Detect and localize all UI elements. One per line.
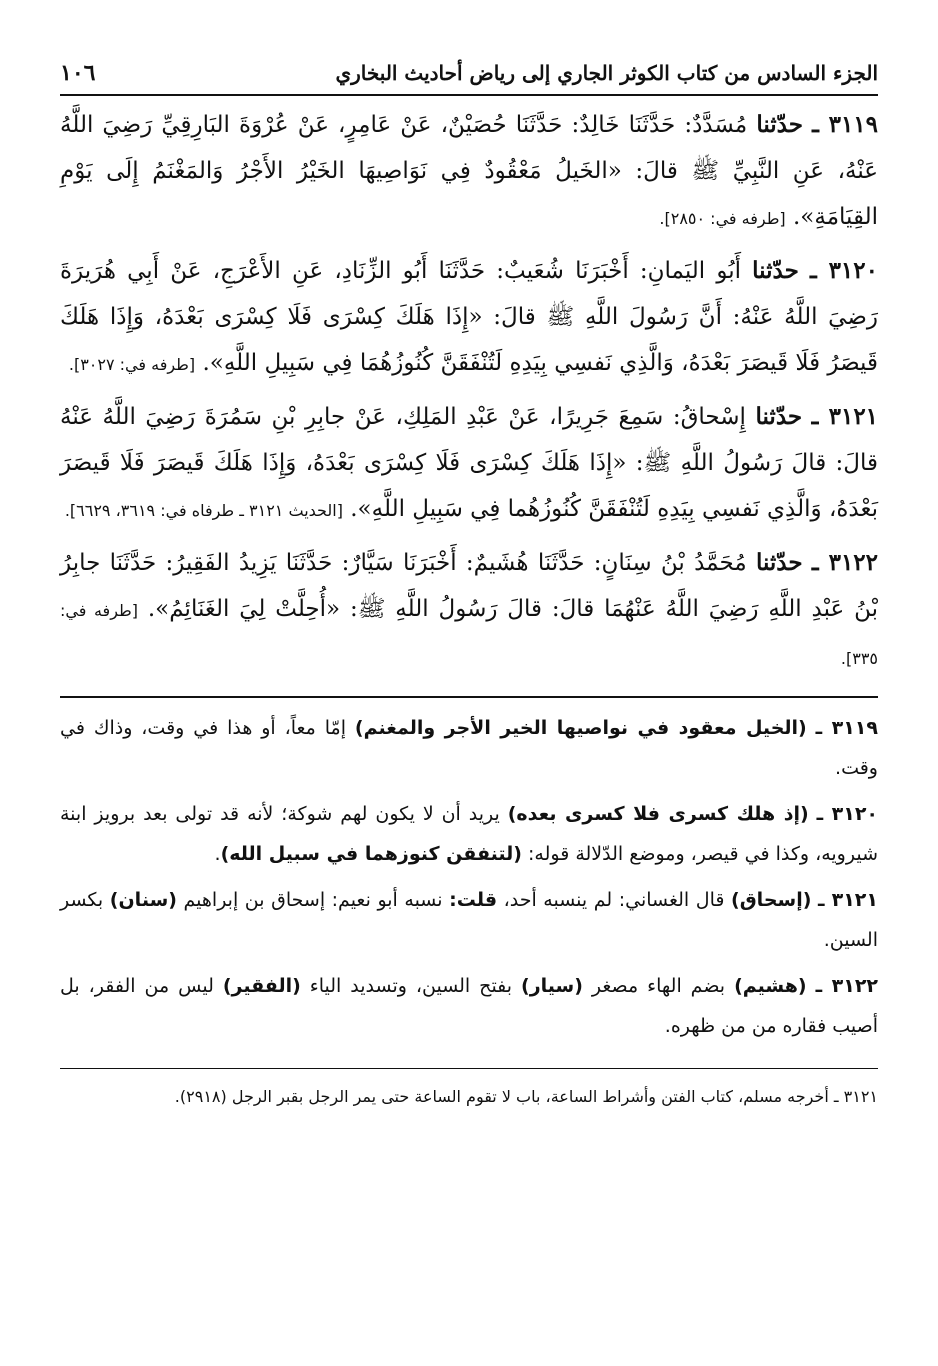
hadith-number: ٣١٢٠ ـ [809, 257, 878, 284]
commentary-text: ليس من الفقر، بل أصيب فقاره من من ظهره. [60, 975, 878, 1037]
running-title: الجزء السادس من كتاب الكوثر الجاري إلى رياض أحاديث البخاري [335, 61, 878, 85]
hadith-lead: حدّثنا [752, 257, 799, 284]
commentary-quote: (الفقير) [222, 975, 301, 997]
commentary-quote: (سيار) [521, 975, 583, 997]
commentary-section [60, 708, 878, 1046]
commentary-text: نسبه أبو نعيم: إسحاق بن إبراهيم [183, 889, 443, 911]
hadith-text: أَبُو اليَمانِ: أَخْبَرَنَا شُعَيبٌ: حَدَّثَنَا أَبُو الزِّنَادِ، عَنِ الأَعْرَجِ، عَنْ أَبِي هُرَيرَةَ رَضِيَ اللَّهُ عَنْهُ: أَنَّ رَسُولَ اللَّهِ ﷺ قالَ: «إِذَا هَلَكَ كِسْرَى فَلَا كِسْرَى بَعْدَهُ، وَإِذَا هَلَكَ قَيصَرُ فَلَا قَيصَرَ بَعْدَهُ، وَالَّذِي نَفسِي بِيَدِهِ لَتُنْفَقَنَّ كُنُوزُهُمَا فِي سَبِيلِ اللَّهِ». [60, 258, 878, 376]
commentary-quote: (إذ هلك كسرى فلا كسرى بعده) [507, 803, 809, 825]
hadith-reference: [طرفه في: ٣٣٥]. [60, 601, 878, 668]
commentary-quote: (لتنفقن كنوزهما في سبيل الله) [220, 843, 522, 865]
footnote-text: ٣١٢١ ـ أخرجه مسلم، كتاب الفتن وأشراط الساعة، باب لا تقوم الساعة حتى يمر الرجل بقبر الرجل (٢٩١٨). [174, 1087, 878, 1106]
hadith-3121 [60, 394, 878, 534]
commentary-number: ٣١١٩ ـ [815, 717, 878, 739]
commentary-text: بكسر السين. [60, 889, 878, 951]
hadith-number: ٣١٢١ ـ [811, 403, 879, 430]
hadith-text: مُحَمَّدُ بْنُ سِنَانٍ: حَدَّثَنَا هُشَيمٌ: أَخْبَرَنَا سَيَّارٌ: حَدَّثَنَا يَزِيدُ الفَقِيرُ: حَدَّثَنَا جابِرُ بْنُ عَبْدِ اللَّهِ رَضِيَ اللَّهُ عَنْهُمَا قالَ: قالَ رَسُولُ اللَّهِ ﷺ: «أُحِلَّتْ لِيَ الغَنَائِمُ». [60, 550, 878, 622]
commentary-text: بفتح السين، وتسديد الياء [309, 975, 513, 997]
hadith-3119 [60, 102, 878, 242]
page-number: ١٠٦ [60, 60, 96, 86]
hadith-reference: [طرفه في: ٢٨٥٠]. [659, 209, 786, 228]
hadith-lead: حدّثنا [755, 403, 803, 430]
commentary-text: . [214, 843, 221, 865]
hadith-number: ٣١٢٢ ـ [811, 549, 879, 576]
commentary-3121 [60, 880, 878, 960]
hadith-3122 [60, 540, 878, 682]
commentary-text: بضم الهاء مصغر [591, 975, 726, 997]
commentary-quote: (هشيم) [734, 975, 807, 997]
hadith-number: ٣١١٩ ـ [812, 111, 879, 138]
commentary-number: ٣١٢٢ ـ [815, 975, 879, 997]
commentary-quote: قلت: [449, 889, 498, 911]
commentary-text: قال الغساني: لم ينسبه أحد، [503, 889, 725, 911]
commentary-quote: (الخيل معقود في نواصيها الخير الأجر والمغنم) [354, 717, 807, 739]
footnote-divider [60, 1068, 878, 1069]
running-head [60, 60, 878, 96]
commentary-text: يريد أن لا يكون لهم شوكة؛ لأنه قد تولى بعد برويز ابنة شيرويه، وكذا في قيصر، وموضع الدّلالة قوله: [60, 803, 878, 865]
hadith-lead: حدّثنا [756, 111, 803, 138]
commentary-3119 [60, 708, 878, 788]
hadith-text: إِسْحاقُ: سَمِعَ جَرِيرًا، عَنْ عَبْدِ المَلِكِ، عَنْ جابِرِ بْنِ سَمُرَةَ رَضِيَ اللَّهُ عَنْهُ قالَ: قالَ رَسُولُ اللَّهِ ﷺ: «إِذَا هَلَكَ كِسْرَى فَلَا كِسْرَى بَعْدَهُ، وَإِذَا هَلَكَ قَيصَرَ فَلَا قَيصَرَ بَعْدَهُ، وَالَّذِي نَفسِي بِيَدِهِ لَتُنْفَقَنَّ كُنُوزُهُما فِي سَبِيلِ اللَّهِ». [60, 404, 878, 522]
commentary-number: ٣١٢٠ ـ [816, 803, 879, 825]
section-divider [60, 696, 878, 698]
commentary-text: إمّا معاً، أو هذا في وقت، وذاك في وقت. [60, 717, 878, 779]
hadith-reference: [الحديث ٣١٢١ ـ طرفاه في: ٣٦١٩، ٦٦٢٩]. [64, 501, 343, 520]
hadith-reference: [طرفه في: ٣٠٢٧]. [68, 355, 196, 374]
hadith-lead: حدّثنا [755, 549, 803, 576]
commentary-quote: (سنان) [109, 889, 177, 911]
commentary-quote: (إسحاق) [731, 889, 812, 911]
hadith-3120 [60, 248, 878, 388]
book-page [60, 60, 878, 1117]
commentary-3122 [60, 966, 878, 1046]
commentary-number: ٣١٢١ ـ [817, 889, 878, 911]
hadith-section [60, 102, 878, 682]
commentary-3120 [60, 794, 878, 874]
hadith-text: مُسَدَّدٌ: حَدَّثَنَا خَالِدٌ: حَدَّثَنَا حُصَيْنٌ، عَنْ عَامِرٍ، عَنْ عُرْوَةَ البَارِقِيِّ رَضِيَ اللَّهُ عَنْهُ، عَنِ النَّبِيِّ ﷺ قالَ: «الخَيلُ مَعْقُودٌ فِي نَوَاصِيهَا الخَيْرُ الأَجْرُ وَالمَغْنَمُ إِلَى يَوْمِ القِيَامَةِ». [60, 112, 878, 230]
footnote [60, 1077, 878, 1117]
